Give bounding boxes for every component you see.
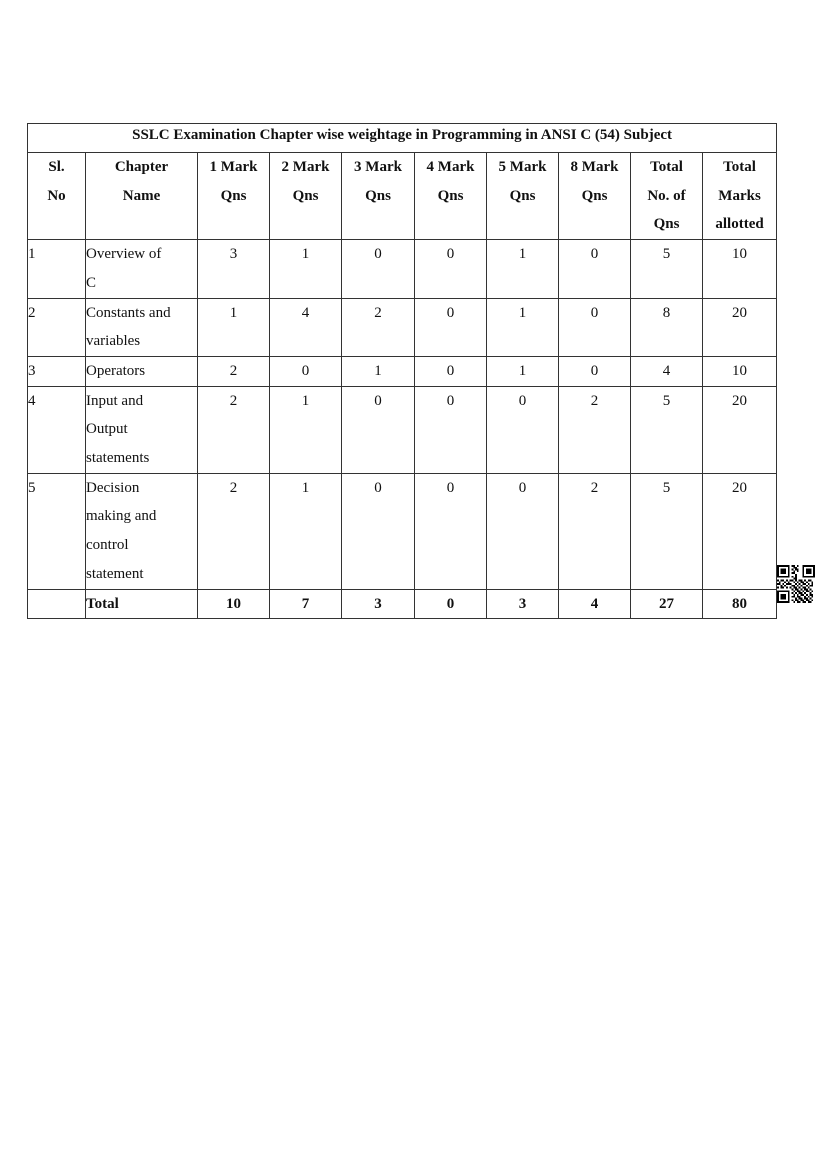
total-value-3-mark-qns: 3 (342, 589, 415, 619)
value-cell-total-no-of-qns: 5 (631, 240, 703, 298)
value-cell-1-mark-qns: 1 (198, 298, 270, 356)
header-line: Marks (718, 187, 761, 204)
value-cell-5-mark-qns: 0 (487, 386, 559, 473)
chapter-name-line: Input and (86, 392, 144, 409)
value-cell-total-no-of-qns: 5 (631, 386, 703, 473)
header-line: Qns (365, 187, 391, 204)
chapter-name-line: variables (86, 333, 141, 350)
sl-no-cell: 5 (28, 473, 86, 589)
value-cell-4-mark-qns: 0 (415, 356, 487, 386)
header-line: Sl. (48, 159, 65, 175)
value-cell-total-marks-allotted: 20 (703, 473, 777, 589)
value-cell-8-mark-qns: 0 (559, 356, 631, 386)
chapter-name-line: statement (86, 565, 144, 582)
value-cell-2-mark-qns: 4 (270, 298, 342, 356)
total-value-total-marks-allotted: 80 (703, 589, 777, 619)
header-total-marks-allotted (703, 153, 777, 240)
value-cell-8-mark-qns: 2 (559, 473, 631, 589)
weightage-table (27, 123, 777, 619)
value-cell-3-mark-qns: 2 (342, 298, 415, 356)
chapter-name-cell (86, 298, 198, 356)
chapter-name-cell (86, 473, 198, 589)
header-line: Qns (653, 216, 680, 233)
chapter-name-line: control (86, 537, 129, 554)
header-line: 4 Mark (426, 159, 475, 175)
value-cell-4-mark-qns: 0 (415, 386, 487, 473)
total-value-4-mark-qns: 0 (415, 589, 487, 619)
value-cell-total-marks-allotted: 10 (703, 356, 777, 386)
value-cell-3-mark-qns: 0 (342, 240, 415, 298)
chapter-name-line: Overview of (86, 246, 162, 263)
value-cell-5-mark-qns: 1 (487, 356, 559, 386)
chapter-name-cell (86, 240, 198, 298)
header-row (28, 153, 777, 240)
qr-code-icon (777, 565, 815, 603)
header-sl-no (28, 153, 86, 240)
total-value-2-mark-qns: 7 (270, 589, 342, 619)
sl-no-cell: 4 (28, 386, 86, 473)
header-chapter-name (86, 153, 198, 240)
header-line: Qns (292, 187, 319, 204)
value-cell-5-mark-qns: 0 (487, 473, 559, 589)
value-cell-5-mark-qns: 1 (487, 298, 559, 356)
value-cell-2-mark-qns: 1 (270, 240, 342, 298)
header-line: No. of (647, 187, 686, 204)
value-cell-total-marks-allotted: 20 (703, 298, 777, 356)
value-cell-total-no-of-qns: 4 (631, 356, 703, 386)
total-empty-cell (28, 589, 86, 619)
header-line: 5 Mark (498, 159, 547, 175)
chapter-name-line: Output (86, 421, 128, 438)
sl-no-cell: 1 (28, 240, 86, 298)
header-line: Qns (509, 187, 536, 204)
table-row (28, 240, 777, 298)
header-4-mark-qns (415, 153, 487, 240)
header-line: Name (122, 187, 161, 204)
value-cell-1-mark-qns: 2 (198, 473, 270, 589)
header-8-mark-qns (559, 153, 631, 240)
total-value-5-mark-qns: 3 (487, 589, 559, 619)
value-cell-3-mark-qns: 1 (342, 356, 415, 386)
chapter-name-line: C (86, 274, 97, 291)
header-2-mark-qns (270, 153, 342, 240)
header-line: 3 Mark (354, 159, 402, 175)
header-line: Chapter (114, 159, 169, 175)
header-line: Total (723, 159, 756, 175)
value-cell-8-mark-qns: 2 (559, 386, 631, 473)
value-cell-4-mark-qns: 0 (415, 473, 487, 589)
chapter-name-line: making and (86, 508, 157, 525)
value-cell-2-mark-qns: 1 (270, 473, 342, 589)
total-label: Total (86, 589, 198, 619)
header-total-no-of-qns (631, 153, 703, 240)
total-row (28, 589, 777, 619)
value-cell-1-mark-qns: 3 (198, 240, 270, 298)
chapter-name-cell (86, 386, 198, 473)
value-cell-total-marks-allotted: 10 (703, 240, 777, 298)
value-cell-1-mark-qns: 2 (198, 356, 270, 386)
chapter-name-line: statements (86, 450, 150, 467)
chapter-name-line: Decision (86, 479, 140, 496)
table-row (28, 386, 777, 473)
header-line: Qns (581, 187, 608, 204)
sl-no-cell: 3 (28, 356, 86, 386)
header-line: 8 Mark (570, 159, 619, 175)
value-cell-3-mark-qns: 0 (342, 386, 415, 473)
header-line: 1 Mark (209, 159, 258, 175)
value-cell-4-mark-qns: 0 (415, 298, 487, 356)
table-title: SSLC Examination Chapter wise weightage in Programming in ANSI C (54) Subject (28, 124, 777, 153)
value-cell-4-mark-qns: 0 (415, 240, 487, 298)
chapter-name-line: Constants and (86, 304, 171, 321)
header-line: No (47, 187, 66, 204)
header-line: Qns (220, 187, 247, 204)
value-cell-total-marks-allotted: 20 (703, 386, 777, 473)
header-3-mark-qns (342, 153, 415, 240)
chapter-name-cell (86, 356, 198, 386)
table-body (28, 240, 777, 619)
total-value-total-no-of-qns: 27 (631, 589, 703, 619)
value-cell-5-mark-qns: 1 (487, 240, 559, 298)
value-cell-total-no-of-qns: 8 (631, 298, 703, 356)
header-line: Total (650, 159, 683, 175)
value-cell-8-mark-qns: 0 (559, 298, 631, 356)
table-row (28, 298, 777, 356)
value-cell-2-mark-qns: 1 (270, 386, 342, 473)
value-cell-8-mark-qns: 0 (559, 240, 631, 298)
total-value-1-mark-qns: 10 (198, 589, 270, 619)
value-cell-3-mark-qns: 0 (342, 473, 415, 589)
header-5-mark-qns (487, 153, 559, 240)
header-line: 2 Mark (281, 159, 330, 175)
header-line: Qns (437, 187, 464, 204)
table-row (28, 356, 777, 386)
sl-no-cell: 2 (28, 298, 86, 356)
header-1-mark-qns (198, 153, 270, 240)
value-cell-2-mark-qns: 0 (270, 356, 342, 386)
value-cell-total-no-of-qns: 5 (631, 473, 703, 589)
value-cell-1-mark-qns: 2 (198, 386, 270, 473)
table-row (28, 473, 777, 589)
total-value-8-mark-qns: 4 (559, 589, 631, 619)
chapter-name-line: Operators (86, 362, 146, 379)
header-line: allotted (715, 216, 764, 233)
